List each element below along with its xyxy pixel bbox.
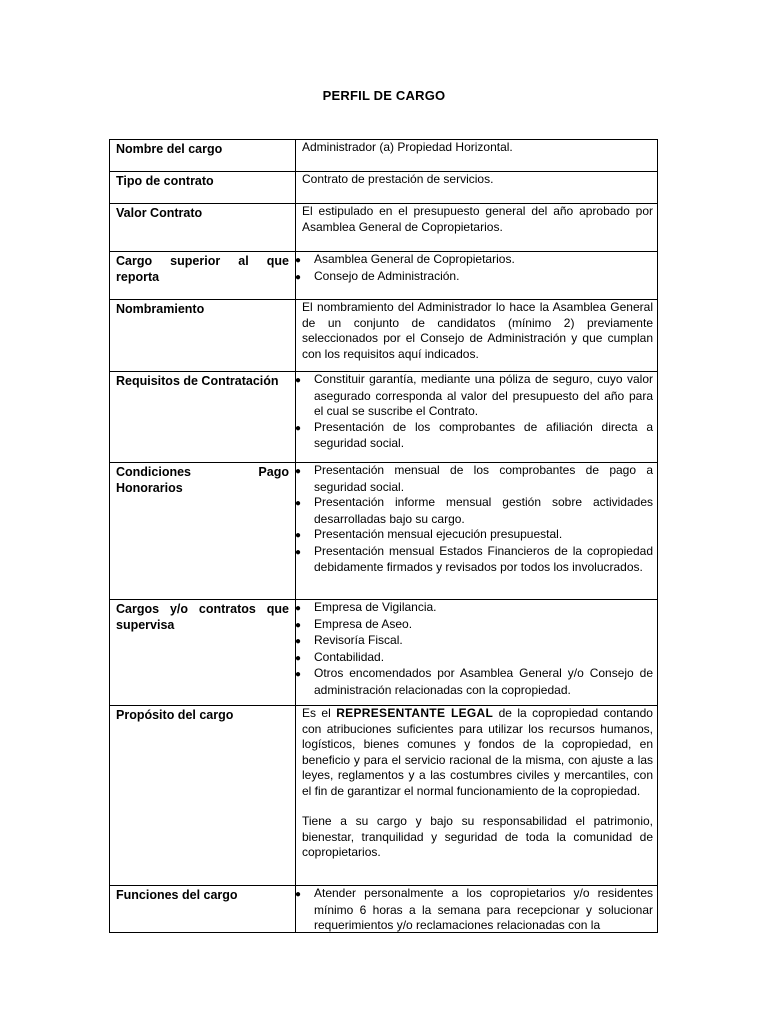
table-row-proposito xyxy=(110,706,658,886)
bullet-dot-icon: ● xyxy=(295,530,302,541)
cropped-content xyxy=(295,886,653,932)
value-text: Administrador (a) Propiedad Horizontal. xyxy=(302,140,513,154)
row-value xyxy=(296,600,658,706)
row-label: Tipo de contrato xyxy=(110,172,296,204)
list-item: ● Contabilidad. xyxy=(302,650,653,667)
row-label: Condiciones Pago Honorarios xyxy=(110,463,296,600)
table-row-nombre xyxy=(110,140,658,172)
responsibility-paragraph: Tiene a su cargo y bajo su responsabilidad el patrimonio, bienestar, tranquilidad y seguridad de toda la comunidad de copropietarios. xyxy=(302,814,653,859)
value-text: Contrato de prestación de servicios. xyxy=(302,172,494,186)
bullet-list xyxy=(295,252,653,285)
bullet-dot-icon: ● xyxy=(295,375,302,386)
row-value xyxy=(296,463,658,600)
list-item: ● Otros encomendados por Asamblea General y/o Consejo de administración relacionadas con la copropiedad. xyxy=(295,666,653,697)
list-item: ● Constituir garantía, mediante una póliza de seguro, cuyo valor asegurado corresponda al valor del presupuesto del año para el cual se suscribe el Contrato. xyxy=(295,372,653,418)
legal-representative-emphasis: REPRESENTANTE LEGAL xyxy=(336,706,494,720)
page-title: PERFIL DE CARGO xyxy=(322,88,446,103)
row-label: Nombramiento xyxy=(110,300,296,372)
table-row-funciones xyxy=(110,886,658,933)
bullet-dot-icon: ● xyxy=(295,636,302,647)
table-row-valor xyxy=(110,204,658,252)
row-label: Nombre del cargo xyxy=(110,140,296,172)
table-row-condiciones xyxy=(110,463,658,600)
list-item: ● Empresa de Aseo. xyxy=(302,617,653,634)
row-value xyxy=(296,372,658,463)
row-value xyxy=(296,252,658,300)
row-value xyxy=(296,886,658,933)
value-text: El estipulado en el presupuesto general del año aprobado por Asamblea General de Copropietarios. xyxy=(302,204,653,234)
bullet-dot-icon: ● xyxy=(295,466,302,477)
list-item: ● Presentación mensual ejecución presupuestal. xyxy=(302,527,653,544)
bullet-dot-icon: ● xyxy=(295,603,302,614)
job-profile-table xyxy=(109,139,658,933)
row-value xyxy=(296,140,658,172)
table-row-requisitos xyxy=(110,372,658,463)
list-item: ● Asamblea General de Copropietarios. xyxy=(302,252,653,269)
bullet-dot-icon: ● xyxy=(295,669,302,680)
list-item: ● Atender personalmente a los copropietarios y/o residentes mínimo 6 horas a la semana para recepcionar y solucionar requerimientos y/o reclamaciones relacionadas con la xyxy=(295,886,653,932)
row-label: Cargos y/o contratos que supervisa xyxy=(110,600,296,706)
list-item: ● Presentación de los comprobantes de afiliación directa a seguridad social. xyxy=(295,419,653,450)
bullet-dot-icon: ● xyxy=(295,271,302,283)
purpose-paragraph: Es el REPRESENTANTE LEGAL de la copropiedad contando con atribuciones suficientes para utilizar los recursos humanos, logísticos, bienes comunes y fondos de la copropiedad, en beneficio y para el servicio racional de la misma, con ajuste a las leyes, reglamentos y a las costumbres civiles y mercantiles, con el fin de garantizar el normal funcionamiento de la copropiedad. xyxy=(302,706,653,798)
list-item: ● Empresa de Vigilancia. xyxy=(302,600,653,617)
table-row-tipo xyxy=(110,172,658,204)
bullet-dot-icon: ● xyxy=(295,652,302,664)
list-item: ● Presentación mensual Estados Financieros de la copropiedad debidamente firmados y revisados por todos los involucrados. xyxy=(295,543,653,574)
row-label: Requisitos de Contratación xyxy=(110,372,296,463)
row-value xyxy=(296,204,658,252)
bullet-dot-icon: ● xyxy=(295,255,302,266)
bullet-dot-icon: ● xyxy=(295,619,302,631)
list-item: ● Presentación informe mensual gestión sobre actividades desarrolladas bajo su cargo. xyxy=(295,495,653,526)
row-label: Funciones del cargo xyxy=(110,886,296,933)
bullet-list xyxy=(295,886,653,934)
list-item: ● Consejo de Administración. xyxy=(302,269,653,286)
row-label: Propósito del cargo xyxy=(110,706,296,886)
row-value xyxy=(296,172,658,204)
row-label: Valor Contrato xyxy=(110,204,296,252)
table-row-superior xyxy=(110,252,658,300)
table-row-supervisa xyxy=(110,600,658,706)
bullet-list xyxy=(295,600,653,698)
bullet-list xyxy=(295,463,653,576)
bullet-dot-icon: ● xyxy=(295,422,302,434)
table-row-nombramiento xyxy=(110,300,658,372)
row-label: Cargo superior al que reporta xyxy=(110,252,296,300)
bullet-list xyxy=(295,372,653,452)
value-text: El nombramiento del Administrador lo hace la Asamblea General de un conjunto de candidatos (mínimo 2) previamente seleccionados por el Consejo de Administración y que cumplan con los requisitos aquí indicados. xyxy=(302,300,653,361)
row-value xyxy=(296,706,658,886)
bullet-dot-icon: ● xyxy=(295,498,302,509)
row-value xyxy=(296,300,658,372)
list-item: ● Presentación mensual de los comprobantes de pago a seguridad social. xyxy=(295,463,653,494)
bullet-dot-icon: ● xyxy=(295,889,302,900)
list-item: ● Revisoría Fiscal. xyxy=(302,633,653,650)
bullet-dot-icon: ● xyxy=(295,546,302,558)
